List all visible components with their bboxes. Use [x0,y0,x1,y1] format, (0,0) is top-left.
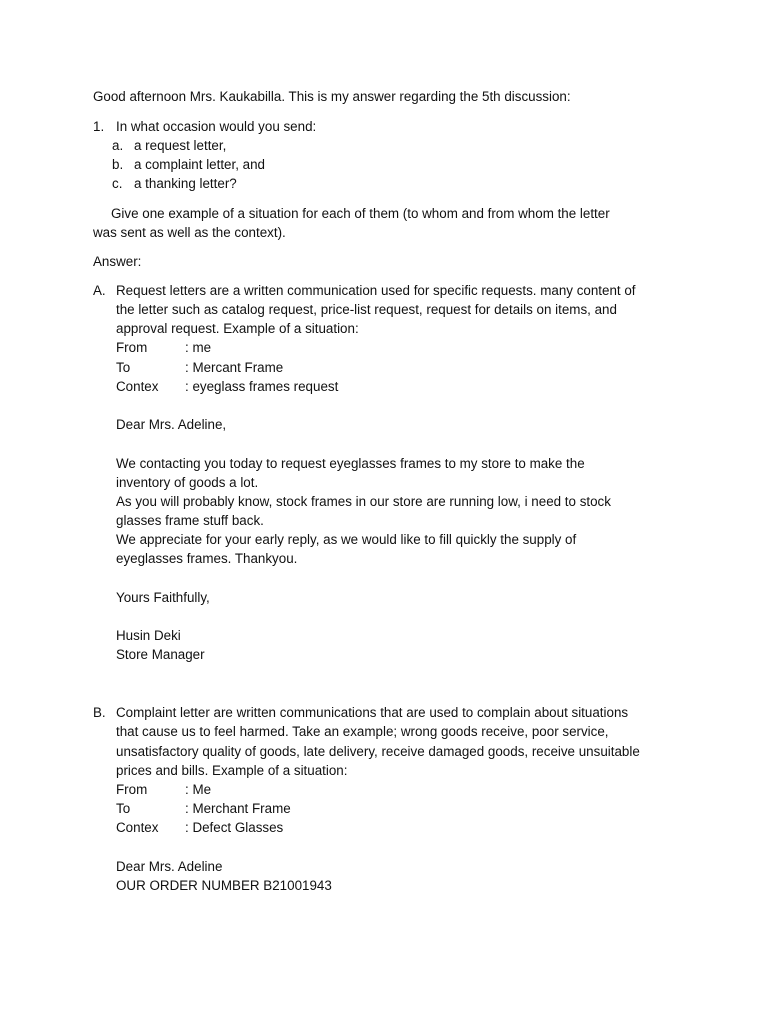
option-text-b: a complaint letter, and [134,157,266,172]
section-a-body-2: inventory of goods a lot. [116,475,259,490]
section-a-body-6: eyeglasses frames. Thankyou. [116,551,298,566]
section-b-salutation: Dear Mrs. Adeline [116,859,223,874]
section-a-context-value: : eyeglass frames request [185,379,339,394]
section-a-from-value: : me [185,340,212,355]
section-b-order-number: OUR ORDER NUMBER B21001943 [116,878,332,893]
section-a-signature-title: Store Manager [116,647,205,662]
section-b-marker: B. [93,705,106,720]
section-b-to-key: To [116,801,131,816]
section-a-to-value: : Mercant Frame [185,360,284,375]
section-b-intro-2: that cause us to feel harmed. Take an example; wrong goods receive, poor service, [116,724,609,739]
greeting-line: Good afternoon Mrs. Kaukabilla. This is my answer regarding the 5th discussion: [93,89,571,104]
instruction-line-1: Give one example of a situation for each of them (to whom and from whom the letter [111,206,610,221]
section-b-from-value: : Me [185,782,212,797]
section-a-from-key: From [116,340,148,355]
option-text-a: a request letter, [134,138,227,153]
section-b-from-key: From [116,782,148,797]
section-a-signature-name: Husin Deki [116,628,181,643]
question-text: In what occasion would you send: [116,119,317,134]
section-a-salutation: Dear Mrs. Adeline, [116,417,227,432]
answer-label: Answer: [93,254,142,269]
section-a-body-3: As you will probably know, stock frames in our store are running low, i need to stock [116,494,611,509]
section-b-intro-3: unsatisfactory quality of goods, late delivery, receive damaged goods, receive unsuitable [116,744,640,759]
section-a-to-key: To [116,360,131,375]
section-b-intro-1: Complaint letter are written communications that are used to complain about situations [116,705,629,720]
section-a-body-1: We contacting you today to request eyeglasses frames to my store to make the [116,456,585,471]
section-a-body-4: glasses frame stuff back. [116,513,264,528]
section-a-intro-3: approval request. Example of a situation: [116,321,359,336]
instruction-line-2: was sent as well as the context). [93,225,286,240]
question-number: 1. [93,119,105,134]
section-b-context-key: Contex [116,820,159,835]
option-text-c: a thanking letter? [134,176,237,191]
section-a-intro-2: the letter such as catalog request, price-list request, request for details on items, and [116,302,617,317]
option-marker-a: a. [112,138,124,153]
section-a-closing: Yours Faithfully, [116,590,210,605]
section-b-intro-4: prices and bills. Example of a situation: [116,763,348,778]
section-b-context-value: : Defect Glasses [185,820,284,835]
section-b-to-value: : Merchant Frame [185,801,291,816]
section-a-marker: A. [93,283,106,298]
section-a-context-key: Contex [116,379,159,394]
section-a-intro-1: Request letters are a written communication used for specific requests. many content of [116,283,636,298]
option-marker-b: b. [112,157,124,172]
option-marker-c: c. [112,176,123,191]
section-a-body-5: We appreciate for your early reply, as we would like to fill quickly the supply of [116,532,577,547]
